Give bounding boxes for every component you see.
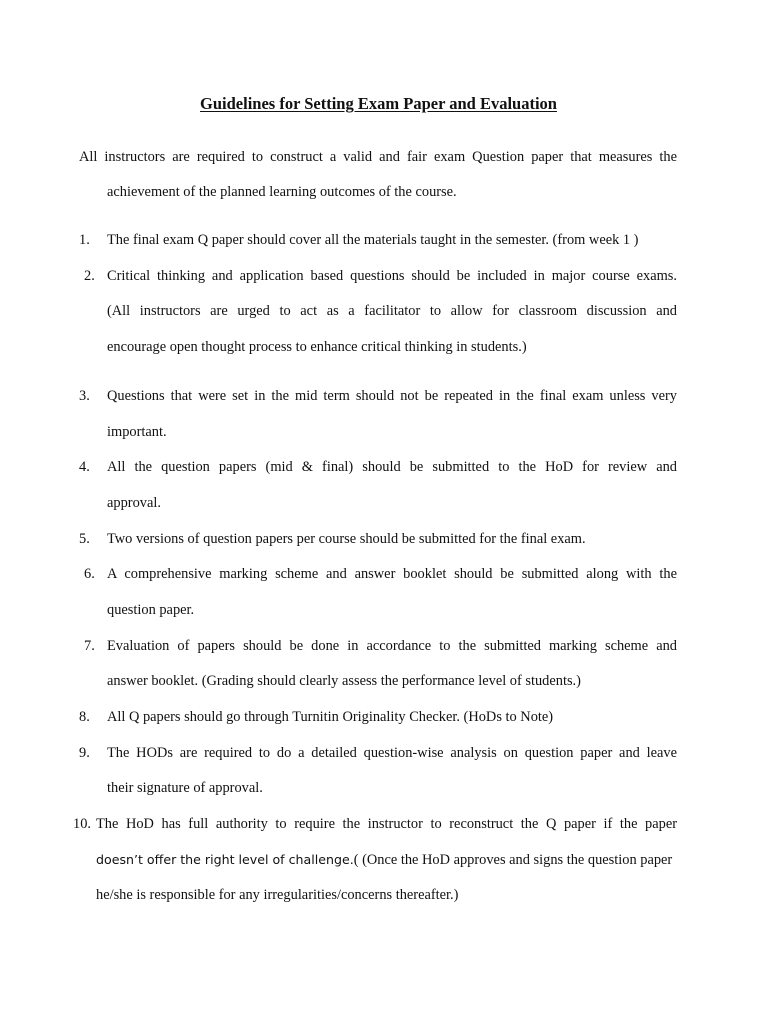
item-number: 9. [79, 745, 90, 761]
list-item-line: important. [107, 424, 167, 440]
page-title: Guidelines for Setting Exam Paper and Evaluation [200, 94, 557, 113]
list-item-line: The HODs are required to do a detailed question-wise analysis on question paper and leave [107, 745, 677, 761]
list-item-line: (All instructors are urged to act as a facilitator to allow for classroom discussion and [107, 303, 677, 319]
list-item-line: The HoD has full authority to require the instructor to reconstruct the Q paper if the paper [96, 816, 677, 832]
item-number: 2. [84, 268, 95, 284]
list-item-line: approval. [107, 495, 161, 511]
list-item-line: encourage open thought process to enhance critical thinking in students.) [107, 339, 527, 355]
item-number: 1. [79, 232, 90, 248]
list-item-line: All the question papers (mid & final) should be submitted to the HoD for review and [107, 459, 677, 475]
item-number: 4. [79, 459, 90, 475]
item-number: 8. [79, 709, 90, 725]
list-item-line-part: doesn’t offer the right level of challenge. [96, 852, 354, 867]
list-item-line [96, 849, 672, 871]
list-item-line: answer booklet. (Grading should clearly assess the performance level of students.) [107, 673, 581, 689]
list-item-line: The final exam Q paper should cover all the materials taught in the semester. (from week 1 ) [107, 232, 639, 248]
item-number: 7. [84, 638, 95, 654]
list-item-line: Evaluation of papers should be done in accordance to the submitted marking scheme and [107, 638, 677, 654]
item-number: 5. [79, 531, 90, 547]
intro-line-1: All instructors are required to construct a valid and fair exam Question paper that measures the [79, 149, 677, 165]
list-item-line: their signature of approval. [107, 780, 263, 796]
intro-line-2: achievement of the planned learning outcomes of the course. [107, 184, 457, 200]
item-number: 10. [73, 816, 91, 832]
list-item-line: Questions that were set in the mid term should not be repeated in the final exam unless very [107, 388, 677, 404]
list-item-line: All Q papers should go through Turnitin Originality Checker. (HoDs to Note) [107, 709, 554, 725]
list-item-line: question paper. [107, 602, 195, 618]
list-item-line: Critical thinking and application based questions should be included in major course exams. [107, 268, 677, 284]
list-item-line: he/she is responsible for any irregularities/concerns thereafter.) [96, 887, 459, 903]
list-item-line: A comprehensive marking scheme and answer booklet should be submitted along with the [107, 566, 677, 582]
item-number: 3. [79, 388, 90, 404]
item-number: 6. [84, 566, 95, 582]
list-item-line: Two versions of question papers per course should be submitted for the final exam. [107, 531, 586, 547]
list-item-line-part: ( (Once the HoD approves and signs the question paper [353, 852, 673, 868]
